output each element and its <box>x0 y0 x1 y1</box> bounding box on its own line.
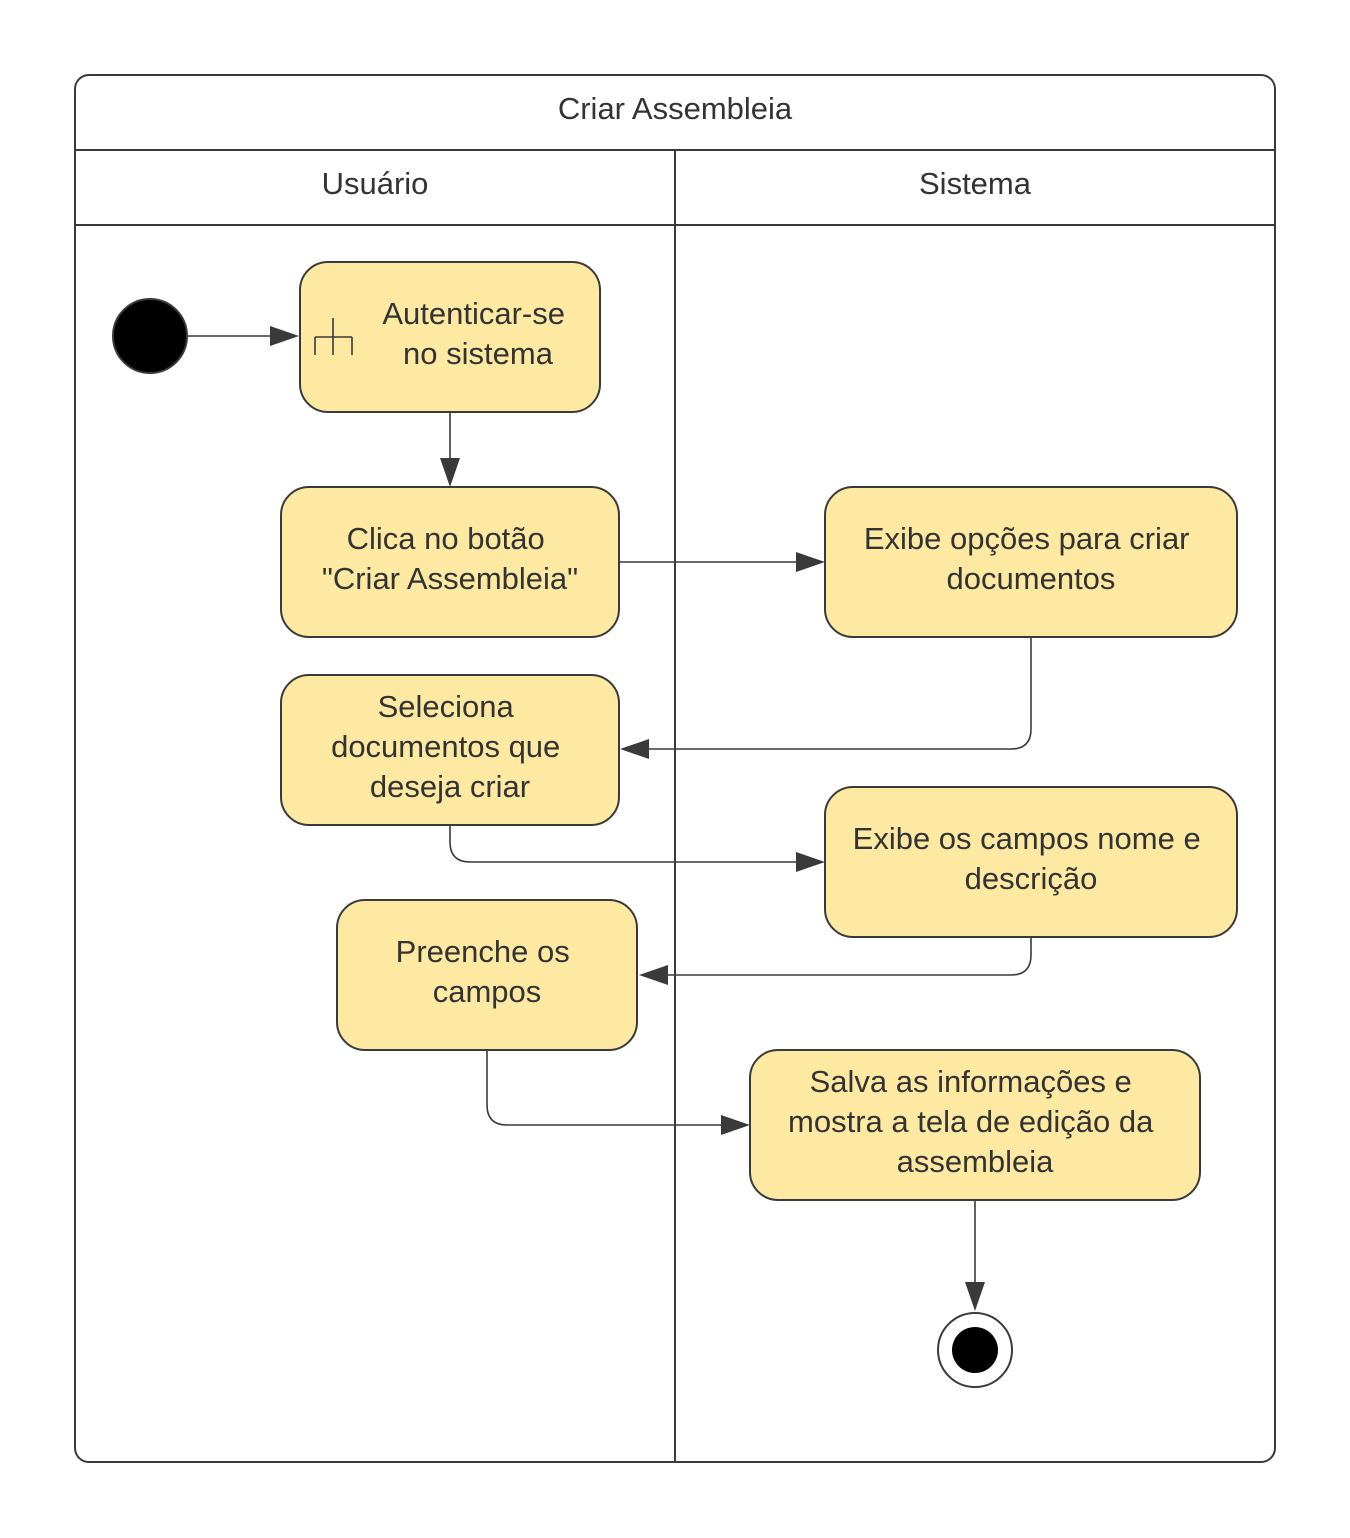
action-exibe-campos <box>825 787 1237 937</box>
final-node <box>938 1313 1012 1387</box>
action-autenticar <box>300 262 600 412</box>
action-label-line: Preenche os <box>395 934 570 969</box>
initial-node <box>113 299 187 373</box>
action-label-line: Autenticar-se <box>382 296 566 331</box>
action-salva <box>750 1050 1200 1200</box>
action-label-line: Exibe os campos nome e <box>852 821 1201 856</box>
action-label-line: campos <box>432 974 542 1009</box>
action-label-line: Clica no botão <box>346 521 545 556</box>
action-label-line: documentos que <box>331 729 561 764</box>
action-preenche <box>337 900 637 1050</box>
lane-label-sistema: Sistema <box>919 166 1031 201</box>
action-label-line: descrição <box>964 861 1098 896</box>
action-seleciona <box>281 675 619 825</box>
diagram-title: Criar Assembleia <box>557 91 793 126</box>
action-label-line: assembleia <box>896 1144 1054 1179</box>
action-label-line: mostra a tela de edição da <box>788 1104 1154 1139</box>
action-label-line: no sistema <box>403 336 553 371</box>
action-label-line: deseja criar <box>369 769 531 804</box>
action-clica <box>281 487 619 637</box>
action-label-line: "Criar Assembleia" <box>321 561 579 596</box>
action-label-line: Seleciona <box>377 689 514 724</box>
action-exibe-opcoes <box>825 487 1237 637</box>
swimlane-frame <box>75 75 1275 1462</box>
action-label-line: Exibe opções para criar <box>863 521 1190 556</box>
action-label-line: documentos <box>946 561 1116 596</box>
action-label-line: Salva as informações e <box>809 1064 1132 1099</box>
lane-label-usuario: Usuário <box>321 166 429 201</box>
